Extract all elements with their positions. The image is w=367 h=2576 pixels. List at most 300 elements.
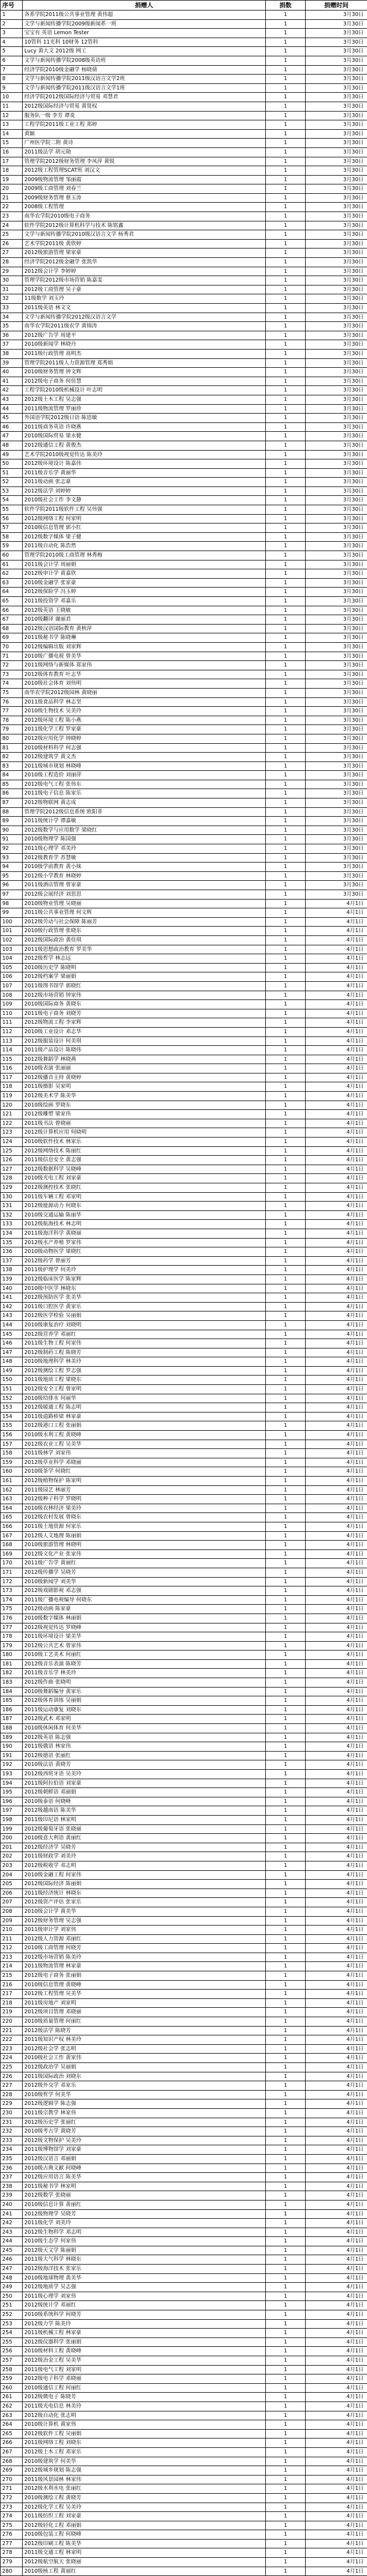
table-row <box>1 2008 367 2017</box>
cell-donor: 2012级人力资源 邓丽红 <box>23 1934 266 1944</box>
table-row <box>1 1815 367 1824</box>
cell-seq: 48 <box>1 441 23 450</box>
table-row <box>1 2402 367 2411</box>
table-row <box>1 1348 367 1357</box>
cell-donor: 2012级电子科学 邓晓丽 <box>23 2374 266 2384</box>
cell-seq: 42 <box>1 386 23 395</box>
cell-count: 1 <box>266 212 306 221</box>
cell-count: 1 <box>266 395 306 404</box>
table-row <box>1 2044 367 2054</box>
cell-seq: 192 <box>1 1760 23 1770</box>
cell-seq: 21 <box>1 193 23 203</box>
cell-count: 1 <box>266 203 306 212</box>
cell-donor: 2012级小学教育 林晓婷 <box>23 871 266 881</box>
cell-donor: 2011级秘书学 陈晓琳 <box>23 633 266 643</box>
cell-date: 4月1日 <box>306 1376 367 1385</box>
cell-count: 1 <box>266 1770 306 1779</box>
cell-count: 1 <box>266 304 306 313</box>
cell-count: 1 <box>266 2145 306 2155</box>
cell-donor: 2012级数字媒体 梁子健 <box>23 532 266 542</box>
table-row <box>1 1990 367 1999</box>
cell-donor: 2011级生物工程 何家伟 <box>23 1339 266 1348</box>
table-row <box>1 2108 367 2118</box>
cell-donor: 2010级水利工程 黄晓峰 <box>23 1431 266 1440</box>
cell-seq: 24 <box>1 221 23 230</box>
cell-count: 1 <box>266 83 306 93</box>
cell-count: 1 <box>266 120 306 130</box>
cell-seq: 140 <box>1 1284 23 1293</box>
cell-seq: 279 <box>1 2558 23 2567</box>
cell-count: 1 <box>266 175 306 184</box>
table-row <box>1 1962 367 1971</box>
cell-count: 1 <box>266 2337 306 2347</box>
table-row <box>1 1870 367 1880</box>
cell-date: 3月30日 <box>306 248 367 258</box>
table-row <box>1 2191 367 2201</box>
table-row <box>1 248 367 258</box>
cell-date: 3月30日 <box>306 193 367 203</box>
cell-seq: 158 <box>1 1449 23 1458</box>
cell-donor: 2011级音乐学 黄丽华 <box>23 468 266 478</box>
table-row <box>1 2567 367 2576</box>
cell-donor: 2012级法学 刘婷婷 <box>23 486 266 496</box>
cell-donor: 2012级美术学 陈美华 <box>23 1092 266 1101</box>
cell-date: 3月30日 <box>306 441 367 450</box>
cell-seq: 120 <box>1 1101 23 1110</box>
cell-donor: 2010级系统科学 何晓芳 <box>23 2310 266 2320</box>
cell-date: 3月30日 <box>306 780 367 789</box>
cell-count: 1 <box>266 1449 306 1458</box>
cell-date: 4月1日 <box>306 2154 367 2164</box>
cell-count: 1 <box>266 1577 306 1586</box>
table-row <box>1 2329 367 2338</box>
cell-date: 3月30日 <box>306 285 367 294</box>
table-row <box>1 184 367 194</box>
table-row <box>1 578 367 588</box>
cell-seq: 110 <box>1 1009 23 1018</box>
cell-seq: 221 <box>1 2026 23 2035</box>
cell-date: 4月1日 <box>306 1531 367 1541</box>
cell-count: 1 <box>266 1669 306 1678</box>
cell-count: 1 <box>266 349 306 358</box>
cell-seq: 182 <box>1 1669 23 1678</box>
cell-count: 1 <box>266 56 306 65</box>
table-row <box>1 1696 367 1706</box>
table-row <box>1 1266 367 1275</box>
cell-donor: 2012级旅游管理 梁家豪 <box>23 248 266 258</box>
cell-date: 4月1日 <box>306 1779 367 1788</box>
cell-date: 4月1日 <box>306 2008 367 2017</box>
table-row <box>1 2493 367 2503</box>
table-row <box>1 1971 367 1981</box>
cell-count: 1 <box>266 1183 306 1193</box>
cell-donor: 2012级体育训练 吴丽娟 <box>23 1696 266 1706</box>
cell-donor: 2011级化学工程 罗家豪 <box>23 725 266 734</box>
cell-seq: 235 <box>1 2154 23 2164</box>
cell-count: 1 <box>266 1128 306 1138</box>
cell-count: 1 <box>266 1641 306 1651</box>
cell-date: 3月30日 <box>306 569 367 579</box>
cell-count: 1 <box>266 2310 306 2320</box>
cell-seq: 256 <box>1 2347 23 2356</box>
cell-count: 1 <box>266 2063 306 2072</box>
cell-date: 3月30日 <box>306 505 367 515</box>
cell-donor: 2012级仪器科学 张丽娟 <box>23 2337 266 2347</box>
cell-seq: 225 <box>1 2063 23 2072</box>
table-row <box>1 2347 367 2356</box>
cell-count: 1 <box>266 386 306 395</box>
cell-donor: 2012级作曲 张晓明 <box>23 1678 266 1688</box>
cell-donor: 2012级武术 邓家明 <box>23 1715 266 1724</box>
cell-seq: 164 <box>1 1504 23 1513</box>
cell-date: 3月30日 <box>306 514 367 523</box>
cell-seq: 243 <box>1 2228 23 2237</box>
table-row <box>1 304 367 313</box>
cell-seq: 224 <box>1 2054 23 2063</box>
cell-date: 3月30日 <box>306 835 367 844</box>
cell-date: 4月1日 <box>306 1036 367 1046</box>
cell-count: 1 <box>266 1889 306 1898</box>
cell-date: 3月30日 <box>306 340 367 350</box>
cell-donor: 2010级光电工程 刘家豪 <box>23 1174 266 1183</box>
cell-date: 4月1日 <box>306 1220 367 1229</box>
cell-count: 1 <box>266 157 306 166</box>
cell-donor: 软件学院2011级软件工程 吴伟强 <box>23 505 266 515</box>
cell-date: 3月30日 <box>306 166 367 176</box>
cell-count: 1 <box>266 1962 306 1971</box>
cell-donor: 2011级酒店管理 曾家豪 <box>23 881 266 890</box>
cell-date: 4月1日 <box>306 2530 367 2540</box>
cell-seq: 251 <box>1 2301 23 2310</box>
cell-count: 1 <box>266 1898 306 1907</box>
cell-donor: 经济学院2012级金融学 张凯华 <box>23 258 266 267</box>
cell-donor: 2012级公共艺术 曾家伟 <box>23 1641 266 1651</box>
cell-donor: 2012级哲学 林志远 <box>23 954 266 964</box>
table-row <box>1 2228 367 2237</box>
table-row <box>1 1733 367 1742</box>
cell-date: 3月30日 <box>306 771 367 780</box>
cell-donor: 2011级交通工程 林家明 <box>23 2548 266 2558</box>
cell-donor: 2010级舞蹈编导 黄家乐 <box>23 1687 266 1696</box>
cell-date: 4月1日 <box>306 935 367 945</box>
cell-donor: 服务队一级 李芳 谭炎 <box>23 111 266 120</box>
table-row <box>1 368 367 377</box>
table-row <box>1 670 367 679</box>
table-row <box>1 2200 367 2209</box>
cell-donor: 经济学院2010级金融学 杨晓倩 <box>23 65 266 75</box>
table-row <box>1 29 367 38</box>
cell-donor: 2012级统计学 邓丽红 <box>23 2301 266 2310</box>
cell-donor: 2010级交通运输 陈丽华 <box>23 1210 266 1220</box>
cell-donor: 2011级会计学 周丽娟 <box>23 560 266 569</box>
cell-seq: 71 <box>1 652 23 661</box>
cell-date: 4月1日 <box>306 1293 367 1303</box>
cell-date: 3月30日 <box>306 29 367 38</box>
cell-donor: 2011级书法 曾晓丽 <box>23 1119 266 1128</box>
cell-count: 1 <box>266 2118 306 2127</box>
table-row <box>1 1000 367 1009</box>
cell-seq: 240 <box>1 2200 23 2209</box>
table-row <box>1 991 367 1000</box>
cell-seq: 202 <box>1 1852 23 1861</box>
cell-date: 4月1日 <box>306 2347 367 2356</box>
cell-date: 4月1日 <box>306 899 367 908</box>
cell-count: 1 <box>266 2228 306 2237</box>
cell-donor: 2010级国际商务 黄晓东 <box>23 1000 266 1009</box>
cell-count: 1 <box>266 881 306 890</box>
cell-seq: 163 <box>1 1495 23 1504</box>
table-row <box>1 322 367 331</box>
table-row <box>1 65 367 75</box>
table-row <box>1 1431 367 1440</box>
cell-donor: 2012级水利水电 张丽红 <box>23 2484 266 2494</box>
cell-count: 1 <box>266 2265 306 2274</box>
cell-date: 3月30日 <box>306 725 367 734</box>
cell-count: 1 <box>266 496 306 505</box>
cell-count: 1 <box>266 1549 306 1559</box>
cell-seq: 183 <box>1 1678 23 1688</box>
cell-count: 1 <box>266 542 306 551</box>
cell-date: 3月30日 <box>306 642 367 652</box>
cell-date: 4月1日 <box>306 2228 367 2237</box>
cell-date: 4月1日 <box>306 1302 367 1311</box>
cell-count: 1 <box>266 624 306 633</box>
table-row <box>1 652 367 661</box>
table-row <box>1 551 367 560</box>
cell-date: 4月1日 <box>306 1311 367 1321</box>
cell-date: 3月30日 <box>306 386 367 395</box>
cell-donor: 2012级安全工程 曾家明 <box>23 1385 266 1394</box>
cell-donor: 广州医学院二附 黄诗 <box>23 139 266 148</box>
cell-seq: 14 <box>1 129 23 139</box>
cell-count: 1 <box>266 1531 306 1541</box>
cell-seq: 99 <box>1 908 23 918</box>
cell-seq: 195 <box>1 1788 23 1797</box>
table-row <box>1 2265 367 2274</box>
cell-donor: 2011级知识产权 林美玲 <box>23 2035 266 2045</box>
table-row <box>1 147 367 157</box>
table-row <box>1 981 367 991</box>
cell-count: 1 <box>266 1696 306 1706</box>
table-row <box>1 1210 367 1220</box>
table-row <box>1 1907 367 1916</box>
table-row <box>1 1357 367 1367</box>
table-row <box>1 2356 367 2366</box>
cell-date: 3月30日 <box>306 697 367 707</box>
table-row <box>1 2017 367 2027</box>
table-row <box>1 496 367 505</box>
table-row <box>1 743 367 753</box>
cell-date: 3月30日 <box>306 203 367 212</box>
cell-count: 1 <box>266 1861 306 1870</box>
cell-count: 1 <box>266 963 306 972</box>
cell-donor: 2012级编辑出版 刘家辉 <box>23 642 266 652</box>
table-row <box>1 230 367 240</box>
cell-seq: 214 <box>1 1962 23 1971</box>
cell-date: 3月30日 <box>306 560 367 569</box>
cell-date: 3月30日 <box>306 624 367 633</box>
table-row <box>1 1687 367 1696</box>
table-row <box>1 1705 367 1715</box>
cell-date: 4月1日 <box>306 1861 367 1870</box>
cell-donor: 2012级审计学 黄嘉欣 <box>23 569 266 579</box>
table-row <box>1 2521 367 2530</box>
cell-seq: 54 <box>1 496 23 505</box>
cell-donor: 2012级外交学 邓家乐 <box>23 2081 266 2091</box>
cell-count: 1 <box>266 1659 306 1669</box>
cell-donor: 2011级自动化 陈浩然 <box>23 542 266 551</box>
cell-seq: 168 <box>1 1541 23 1550</box>
cell-date: 3月30日 <box>306 377 367 386</box>
table-row <box>1 1760 367 1770</box>
table-row <box>1 716 367 725</box>
cell-donor: 2012级舞蹈学 林晓燕 <box>23 1055 266 1064</box>
cell-seq: 94 <box>1 863 23 872</box>
cell-seq: 25 <box>1 230 23 240</box>
table-row <box>1 1101 367 1110</box>
cell-count: 1 <box>266 450 306 459</box>
cell-date: 4月1日 <box>306 1027 367 1036</box>
cell-date: 3月30日 <box>306 890 367 900</box>
cell-count: 1 <box>266 1394 306 1403</box>
table-row <box>1 505 367 515</box>
cell-count: 1 <box>266 2099 306 2109</box>
cell-donor: 2011级口腔医学 黄家乐 <box>23 1302 266 1311</box>
cell-count: 1 <box>266 1220 306 1229</box>
cell-donor: 南华农学院2011级农学 黄锦涛 <box>23 322 266 331</box>
cell-donor: 2012级软件工程 吴丽娟 <box>23 2429 266 2439</box>
cell-count: 1 <box>266 1138 306 1147</box>
cell-count: 1 <box>266 679 306 689</box>
table-row <box>1 267 367 276</box>
cell-count: 1 <box>266 606 306 615</box>
table-row <box>1 1110 367 1119</box>
cell-count: 1 <box>266 642 306 652</box>
cell-date: 4月1日 <box>306 2319 367 2329</box>
table-row <box>1 166 367 176</box>
cell-donor: 黄颖 <box>23 129 266 139</box>
table-row <box>1 1577 367 1586</box>
cell-count: 1 <box>266 2246 306 2255</box>
cell-date: 4月1日 <box>306 1229 367 1238</box>
cell-date: 3月30日 <box>306 688 367 697</box>
table-row <box>1 404 367 414</box>
cell-date: 4月1日 <box>306 2237 367 2246</box>
cell-seq: 234 <box>1 2145 23 2155</box>
table-row <box>1 468 367 478</box>
cell-count: 1 <box>266 734 306 743</box>
cell-seq: 30 <box>1 276 23 285</box>
cell-count: 1 <box>266 1724 306 1733</box>
cell-count: 1 <box>266 890 306 900</box>
cell-date: 3月30日 <box>306 542 367 551</box>
cell-donor: 2011级电气工程 刘家明 <box>23 2365 266 2374</box>
cell-donor: 2011级机械工程 林家豪 <box>23 2329 266 2338</box>
cell-count: 1 <box>266 2512 306 2521</box>
cell-date: 3月30日 <box>306 184 367 194</box>
cell-count: 1 <box>266 1485 306 1495</box>
cell-count: 1 <box>266 2402 306 2411</box>
cell-donor: 2011级大气科学 林晓东 <box>23 2255 266 2265</box>
cell-count: 1 <box>266 1788 306 1797</box>
cell-donor: 2012级历史学 张丽红 <box>23 2118 266 2127</box>
cell-seq: 68 <box>1 624 23 633</box>
cell-donor: 2012级种子科学 罗晓明 <box>23 1495 266 1504</box>
cell-date: 4月1日 <box>306 1742 367 1752</box>
cell-date: 4月1日 <box>306 2054 367 2063</box>
cell-seq: 197 <box>1 1806 23 1816</box>
cell-count: 1 <box>266 221 306 230</box>
table-row <box>1 1156 367 1165</box>
cell-count: 1 <box>266 1806 306 1816</box>
cell-count: 1 <box>266 588 306 597</box>
cell-seq: 73 <box>1 670 23 679</box>
cell-donor: 2012级测绘工程 罗志强 <box>23 1366 266 1376</box>
cell-seq: 263 <box>1 2411 23 2420</box>
cell-donor: 2012级体育教育 叶志华 <box>23 670 266 679</box>
cell-donor: 2010级生物技术 吴美玲 <box>23 707 266 716</box>
cell-count: 1 <box>266 2548 306 2558</box>
cell-date: 3月30日 <box>306 230 367 240</box>
cell-donor: 2012级市场营销 陈美玲 <box>23 1953 266 1962</box>
table-row <box>1 459 367 469</box>
cell-seq: 36 <box>1 331 23 340</box>
cell-count: 1 <box>266 65 306 75</box>
cell-seq: 126 <box>1 1156 23 1165</box>
cell-seq: 28 <box>1 258 23 267</box>
cell-count: 1 <box>266 184 306 194</box>
table-row <box>1 1715 367 1724</box>
cell-date: 3月30日 <box>306 147 367 157</box>
cell-donor: 2012级文物保护 吴美玲 <box>23 2136 266 2145</box>
cell-count: 1 <box>266 2521 306 2530</box>
table-row <box>1 817 367 826</box>
cell-date: 3月30日 <box>306 817 367 826</box>
cell-count: 1 <box>266 1092 306 1101</box>
cell-seq: 239 <box>1 2191 23 2201</box>
cell-donor: 2012级保险学 冯玉婷 <box>23 588 266 597</box>
cell-seq: 141 <box>1 1293 23 1303</box>
cell-donor: 软件学院2012级计算机科学与技术 陈铭鑫 <box>23 221 266 230</box>
cell-date: 4月1日 <box>306 1513 367 1522</box>
cell-donor: 2012级草业科学 邓晓丽 <box>23 1458 266 1467</box>
cell-donor: 2010级历史学 陈晓明 <box>23 963 266 972</box>
cell-donor: 2011级阿拉伯语 刘家豪 <box>23 1779 266 1788</box>
cell-date: 4月1日 <box>306 2108 367 2118</box>
cell-seq: 190 <box>1 1742 23 1752</box>
cell-date: 3月30日 <box>306 258 367 267</box>
cell-seq: 45 <box>1 414 23 423</box>
cell-donor: 2012级地质学 吴志强 <box>23 2283 266 2292</box>
cell-date: 4月1日 <box>306 1202 367 1211</box>
table-row <box>1 120 367 130</box>
cell-date: 3月30日 <box>306 652 367 661</box>
cell-date: 3月30日 <box>306 395 367 404</box>
cell-date: 4月1日 <box>306 2402 367 2411</box>
cell-donor: 2012级朝鲜语 邓丽娟 <box>23 1788 266 1797</box>
cell-donor: 2011级投资学 邓嘉乐 <box>23 597 266 606</box>
cell-count: 1 <box>266 1934 306 1944</box>
cell-count: 1 <box>266 771 306 780</box>
cell-date: 4月1日 <box>306 1852 367 1861</box>
cell-donor: 11级数学 刘玉玲 <box>23 294 266 304</box>
cell-date: 3月30日 <box>306 414 367 423</box>
cell-date: 3月30日 <box>306 102 367 111</box>
cell-count: 1 <box>266 1110 306 1119</box>
cell-date: 4月1日 <box>306 2429 367 2439</box>
cell-count: 1 <box>266 1953 306 1962</box>
cell-count: 1 <box>266 1376 306 1385</box>
